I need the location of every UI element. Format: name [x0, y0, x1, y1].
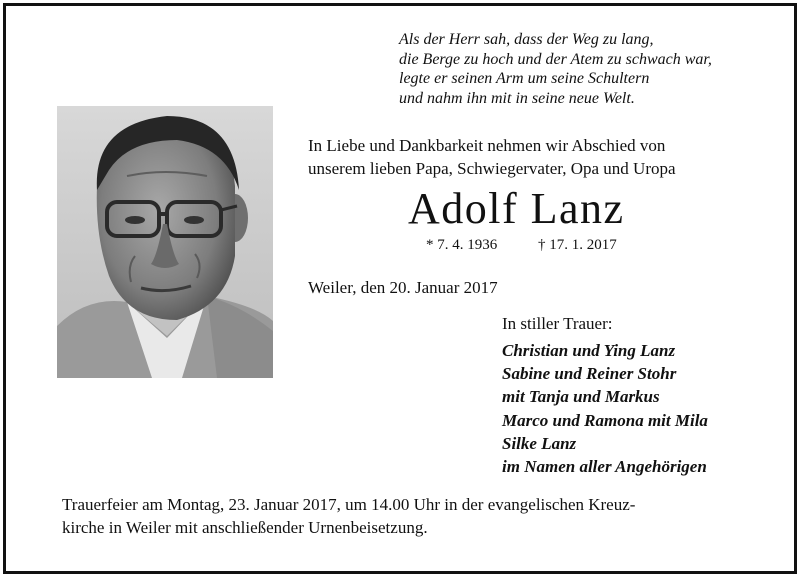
mourner-line: mit Tanja und Markus	[502, 387, 660, 407]
funeral-line: kirche in Weiler mit anschließender Urnenbeisetzung.	[62, 518, 428, 537]
poem-line: legte er seinen Arm um seine Schultern	[399, 70, 650, 87]
mourners-list	[502, 339, 708, 478]
mourner-line: Christian und Ying Lanz	[502, 341, 676, 360]
mourner-line: Marco und Ramona mit Mila	[502, 410, 708, 430]
funeral-details	[62, 493, 635, 539]
funeral-line: Trauerfeier am Montag, 23. Januar 2017, um 14.00 Uhr in der evangelischen Kreuz-	[62, 495, 636, 514]
farewell-intro	[308, 134, 676, 180]
deceased-name: Adolf Lanz	[408, 184, 625, 233]
memorial-poem	[399, 30, 712, 108]
portrait-photo	[57, 106, 273, 378]
intro-line: In Liebe und Dankbarkeit nehmen wir Abschied von	[308, 136, 666, 155]
death-date: † 17. 1. 2017	[538, 237, 617, 253]
poem-line: Als der Herr sah, dass der Weg zu lang,	[399, 31, 654, 48]
birth-date: * 7. 4. 1936	[426, 237, 498, 253]
mourning-label: In stiller Trauer:	[502, 314, 613, 333]
place-date: Weiler, den 20. Januar 2017	[308, 278, 498, 297]
mourner-line: Silke Lanz	[502, 433, 577, 453]
mourner-line: im Namen aller Angehörigen	[502, 456, 707, 476]
poem-line: und nahm ihn mit in seine neue Welt.	[399, 89, 635, 107]
intro-line: unserem lieben Papa, Schwiegervater, Opa und Uropa	[308, 159, 676, 178]
mourner-line: Sabine und Reiner Stohr	[502, 364, 677, 384]
poem-line: die Berge zu hoch und der Atem zu schwach war,	[399, 50, 712, 68]
